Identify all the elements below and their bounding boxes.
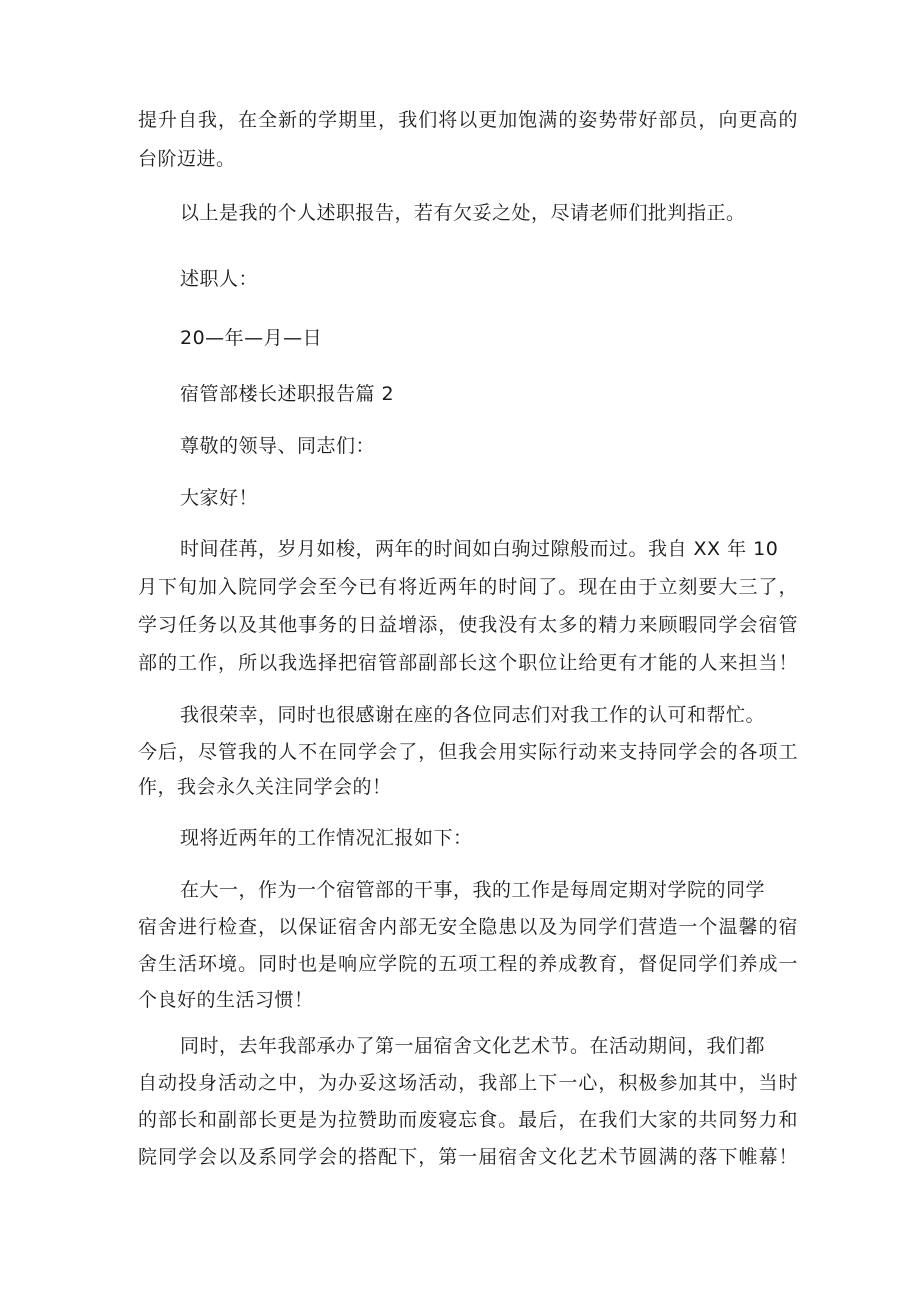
paragraph-line: 我很荣幸，同时也很感谢在座的各位同志们对我工作的认可和帮忙。	[180, 704, 766, 726]
paragraph-line: 学习任务以及其他事务的日益增添，使我没有太多的精力来顾暇同学会宿管	[138, 614, 798, 636]
paragraph-line: 今后，尽管我的人不在同学会了，但我会用实际行动来支持同学会的各项工	[138, 741, 798, 763]
paragraph-line: 宿舍进行检查，以保证宿舍内部无安全隐患以及为同学们营造一个温馨的宿	[138, 916, 798, 938]
paragraph-line: 以上是我的个人述职报告，若有欠妥之处，尽请老师们批判指正。	[180, 202, 746, 224]
paragraph-line: 同时，去年我部承办了第一届宿舍文化艺术节。在活动期间，我们都	[180, 1035, 766, 1057]
paragraph-line: 月下旬加入院同学会至今已有将近两年的时间了。现在由于立刻要大三了，	[138, 576, 798, 598]
paragraph-line: 时间荏苒，岁月如梭，两年的时间如白驹过隙般而过。我自 XX 年 10	[180, 538, 779, 560]
section-title: 宿管部楼长述职报告篇 2	[180, 383, 395, 405]
signature-label: 述职人：	[180, 268, 259, 290]
paragraph-line: 的部长和副部长更是为拉赞助而废寝忘食。最后，在我们大家的共同努力和	[138, 1109, 798, 1131]
paragraph-line: 提升自我，在全新的学期里，我们将以更加饱满的姿势带好部员，向更高的	[138, 109, 798, 131]
paragraph-line: 个良好的生活习惯！	[138, 989, 314, 1011]
paragraph-line: 院同学会以及系同学会的搭配下，第一届宿舍文化艺术节圆满的落下帷幕！	[138, 1146, 798, 1168]
paragraph-line: 现将近两年的工作情况汇报如下：	[180, 827, 473, 849]
paragraph-line: 作，我会永久关注同学会的！	[138, 776, 392, 798]
greeting: 大家好！	[180, 487, 259, 509]
salutation: 尊敬的领导、同志们：	[180, 435, 376, 457]
paragraph-line: 在大一，作为一个宿管部的干事，我的工作是每周定期对学院的同学	[180, 879, 766, 901]
paragraph-line: 台阶迈进。	[138, 148, 236, 170]
date-line: 20—年—月—日	[180, 327, 323, 349]
paragraph-line: 部的工作，所以我选择把宿管部副部长这个职位让给更有才能的人来担当！	[138, 652, 798, 674]
paragraph-line: 舍生活环境。同时也是响应学院的五项工程的养成教育，督促同学们养成一	[138, 953, 798, 975]
paragraph-line: 自动投身活动之中，为办妥这场活动，我部上下一心，积极参加其中，当时	[138, 1072, 798, 1094]
